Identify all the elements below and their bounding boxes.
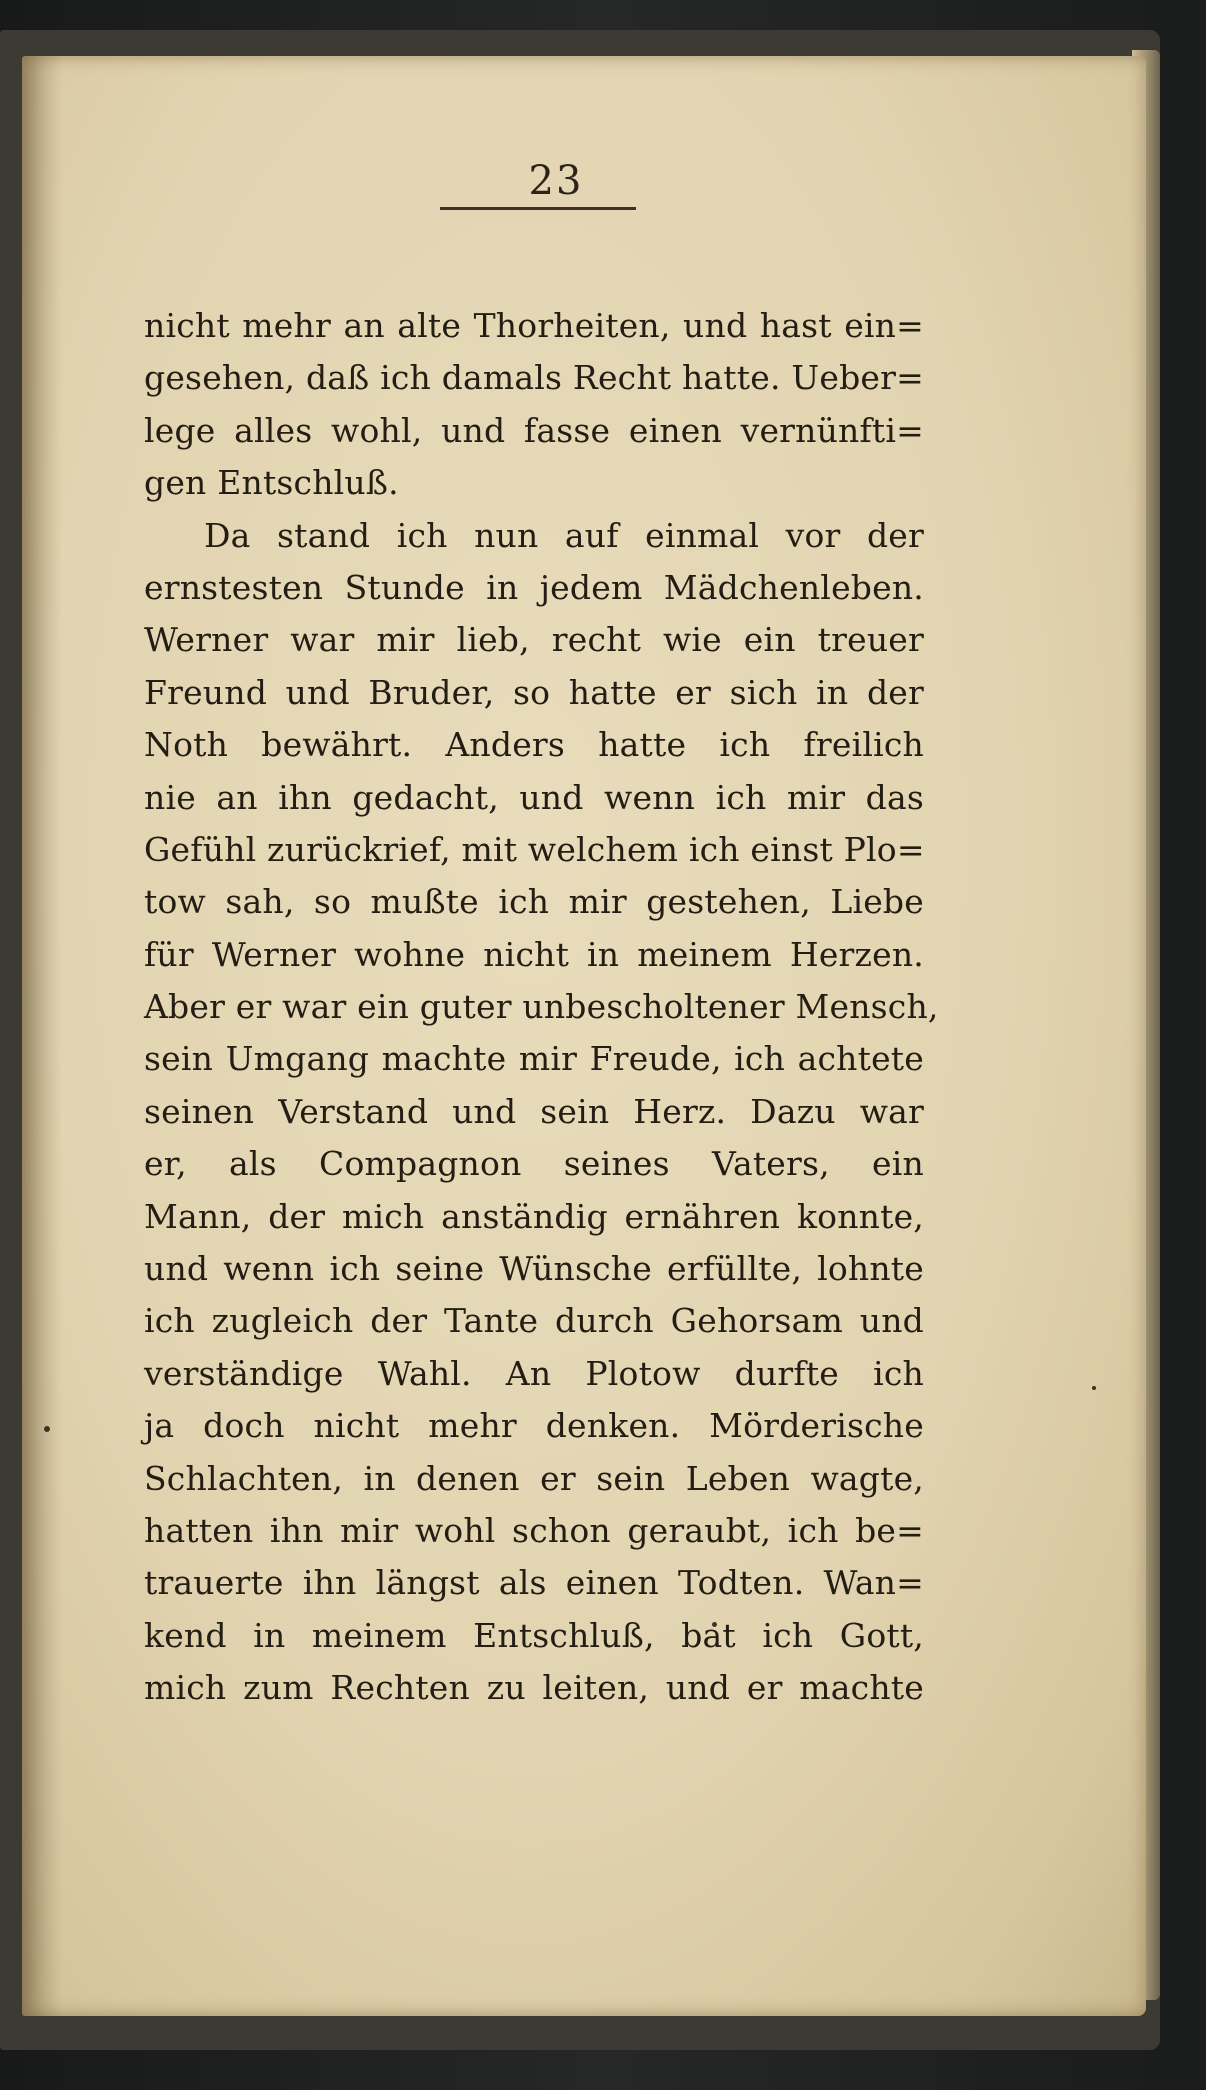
text-line: Werner war mir lieb, recht wie ein treuer (144, 620, 924, 660)
text-line: verständige Wahl. An Plotow durfte ich (144, 1353, 924, 1393)
text-line: mich zum Rechten zu leiten, und er machte (144, 1668, 924, 1708)
text-line: kend in meinem Entschluß, bat ich Gott, (144, 1615, 924, 1655)
body-text (144, 300, 939, 1715)
text-line: gen Entschluß. (144, 463, 399, 503)
text-line: nicht mehr an alte Thorheiten, und hast ein= (144, 306, 924, 345)
page-gutter-shadow (22, 56, 62, 2016)
text-line: lege alles wohl, und fasse einen vernünfti= (144, 410, 924, 450)
text-line: Mann, der mich anständig ernähren konnte, (144, 1196, 924, 1236)
text-line: Schlachten, in denen er sein Leben wagte, (144, 1458, 924, 1498)
page-number: 23 (528, 158, 584, 204)
text-line: hatten ihn mir wohl schon geraubt, ich be= (144, 1510, 924, 1550)
text-line: für Werner wohne nicht in meinem Herzen. (144, 934, 924, 974)
text-line: ja doch nicht mehr denken. Mörderische (144, 1406, 924, 1446)
ink-speck (1092, 1386, 1096, 1390)
text-line: gesehen, daß ich damals Recht hatte. Ueber= (144, 358, 924, 398)
ink-speck (44, 1426, 50, 1432)
text-line: und wenn ich seine Wünsche erfüllte, lohnte (144, 1249, 924, 1289)
header-rule (440, 207, 636, 210)
text-line: Freund und Bruder, so hatte er sich in der (144, 672, 924, 712)
text-line: ich zugleich der Tante durch Gehorsam und (144, 1301, 924, 1341)
text-line: Da stand ich nun auf einmal vor der (204, 515, 924, 555)
text-line: tow sah, so mußte ich mir gestehen, Liebe (144, 882, 924, 922)
text-line: ernstesten Stunde in jedem Mädchenleben. (144, 567, 924, 607)
text-line: er, als Compagnon seines Vaters, ein (144, 1144, 924, 1184)
text-line: Noth bewährt. Anders hatte ich freilich (144, 725, 924, 765)
text-line: trauerte ihn längst als einen Todten. Wan= (144, 1563, 924, 1603)
text-line: sein Umgang machte mir Freude, ich achtete (144, 1039, 924, 1079)
text-line: Aber er war ein guter unbescholtener Mensch, (144, 987, 939, 1027)
text-line: Gefühl zurückrief, mit welchem ich einst Plo= (144, 829, 925, 869)
text-line: nie an ihn gedacht, und wenn ich mir das (144, 777, 924, 817)
text-line: seinen Verstand und sein Herz. Dazu war (144, 1091, 924, 1131)
